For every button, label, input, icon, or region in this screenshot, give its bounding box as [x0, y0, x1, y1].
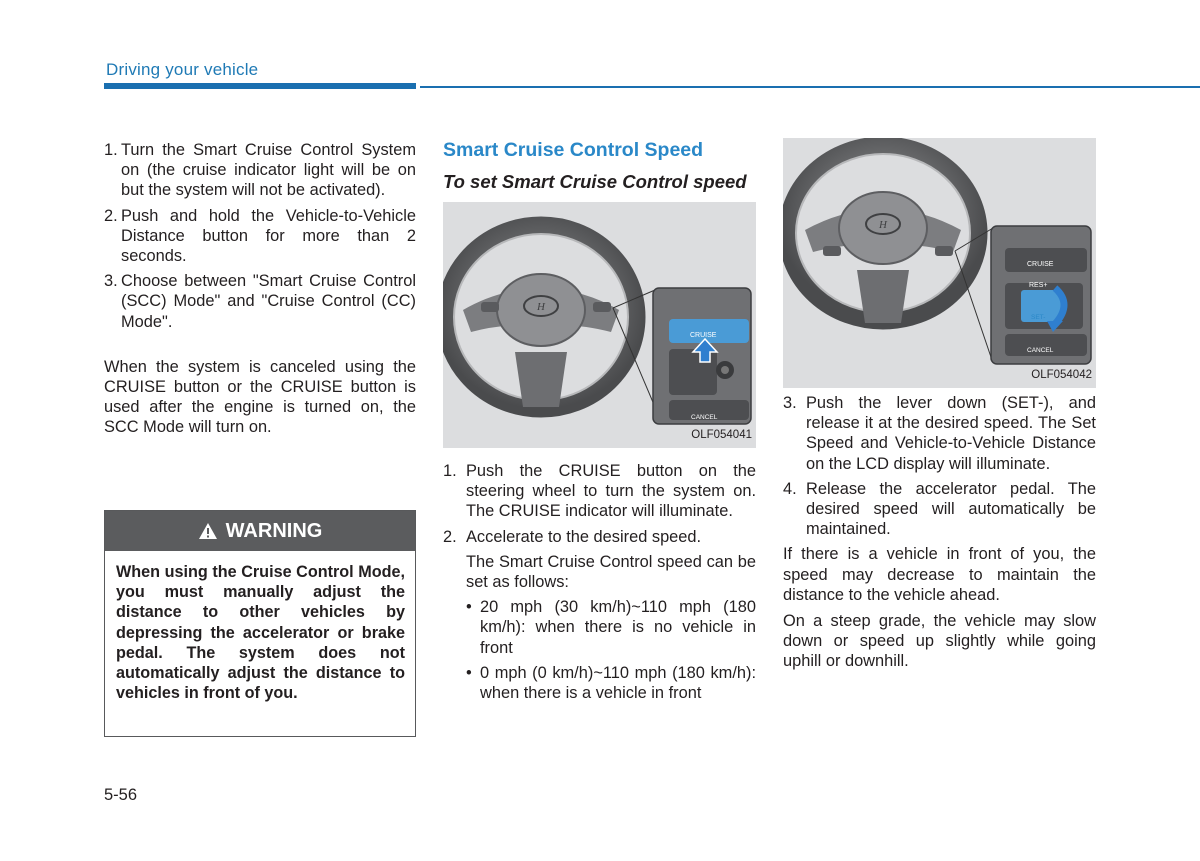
step-3: 3. Choose between "Smart Cruise Control (SCC) Mode" and "Cruise Control (CC) Mode".	[104, 272, 416, 331]
warning-title: WARNING	[225, 519, 323, 542]
step-1: 1. Push the CRUISE button on the steering wheel to turn the system on. The CRUISE indicator will illuminate.	[443, 462, 756, 521]
step-2: 2. Push and hold the Vehicle-to-Vehicle Distance button for more than 2 seconds.	[104, 206, 416, 266]
speed-intro: The Smart Cruise Control speed can be set as follows:	[466, 552, 756, 592]
svg-text:H: H	[879, 219, 887, 231]
panel-label-set: SET-	[1031, 314, 1046, 321]
panel-label-cancel: CANCEL	[1027, 347, 1054, 354]
warning-header	[105, 511, 415, 551]
header-rule-thick	[104, 83, 416, 89]
subsection-title: To set Smart Cruise Control speed	[443, 171, 747, 192]
figure-caption: OLF054041	[691, 428, 752, 441]
section-header-title: Driving your vehicle	[106, 60, 259, 79]
section-title: Smart Cruise Control Speed	[443, 139, 704, 161]
panel-label-cancel: CANCEL	[691, 414, 718, 421]
panel-label-cruise: CRUISE	[690, 332, 717, 339]
column-1	[104, 140, 416, 444]
figure-caption: OLF054042	[1031, 368, 1092, 381]
warning-box	[104, 510, 416, 737]
header-rule-thin	[420, 86, 1200, 88]
list-item: • 0 mph (0 km/h)~110 mph (180 km/h): when there is a vehicle in front	[466, 663, 756, 703]
panel-label-cruise: CRUISE	[1027, 261, 1054, 268]
steep-grade-paragraph: On a steep grade, the vehicle may slow down or speed up slightly while going uphill or downhill.	[783, 612, 1096, 671]
cancel-paragraph: When the system is canceled using the CRUISE button or the CRUISE button is used after the engine is turned on, the SCC Mode will turn on.	[104, 357, 416, 437]
figure-cruise-button	[443, 202, 756, 448]
step-4: 4. Release the accelerator pedal. The desired speed will automatically be maintained.	[783, 479, 1096, 539]
panel-label-res: RES+	[1029, 282, 1048, 289]
column-2	[443, 138, 756, 708]
step-2: 2. Accelerate to the desired speed.	[443, 527, 702, 546]
list-item: • 20 mph (30 km/h)~110 mph (180 km/h): when there is no vehicle in front	[466, 598, 756, 657]
warning-triangle-icon	[198, 522, 218, 540]
step-1: 1. Turn the Smart Cruise Control System on (the cruise indicator light will be on but the system will not be activated).	[104, 141, 416, 200]
warning-text: When using the Cruise Control Mode, you must manually adjust the distance to other vehicles by depressing the accelerator or brake pedal. The system does not automatically adjust the distance to vehicles in front of you.	[116, 563, 405, 703]
vehicle-ahead-paragraph: If there is a vehicle in front of you, the speed may decrease to maintain the distance to the vehicle ahead.	[783, 545, 1096, 604]
page-number: 5-56	[104, 786, 138, 804]
svg-text:H: H	[537, 301, 545, 313]
figure-set-lever	[783, 138, 1096, 388]
column-3	[783, 138, 1096, 678]
step-3: 3. Push the lever down (SET-), and release it at the desired speed. The Set Speed and Vehicle-to-Vehicle Distance on the LCD display will illuminate.	[783, 394, 1096, 473]
